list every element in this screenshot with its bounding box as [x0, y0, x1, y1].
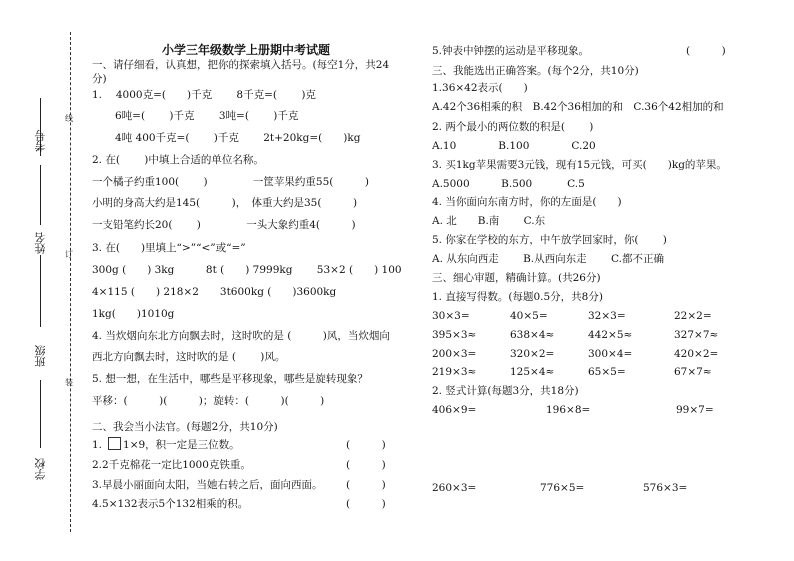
- q2-line-c: 一支铅笔约长20( ) 一头大象约重4( ): [92, 219, 356, 231]
- q1-line-b: 6吨=( )千克 3吨=( )千克: [115, 110, 299, 122]
- q2-line-b: 小明的身高大约是145( )， 体重大约是35( ): [92, 197, 358, 209]
- judge-3-paren: ( ): [346, 479, 386, 491]
- section4-heading: 三、细心审题，精确计算。(共26分): [432, 272, 601, 284]
- q1-line-c: 4吨 400千克=( )千克 2t+20kg=( )kg: [115, 132, 361, 144]
- choice-1: 1.36×42表示( ): [432, 82, 528, 94]
- judge-1: 1. 1×9，积一定是三位数。: [92, 439, 240, 451]
- direct-calc-item: 40×5=: [510, 310, 548, 322]
- direct-calc-item: 22×2=: [674, 310, 712, 322]
- judge-5-paren: ( ): [686, 45, 726, 57]
- choice-3: 3. 买1kg苹果需要3元钱，现有15元钱，可买( )kg的苹果。: [432, 159, 727, 171]
- vertical-calc-item: 260×3=: [432, 482, 477, 494]
- vertical-calc-item: 576×3=: [643, 482, 688, 494]
- choice-1-options: A.42个36相乘的积 B.42个36相加的和 C.36个42相加的和: [432, 101, 724, 113]
- judge-2-paren: ( ): [346, 459, 386, 471]
- direct-calc-item: 67×7≈: [674, 366, 712, 378]
- judge-4: 4.5×132表示5个132相乘的积。: [92, 498, 249, 510]
- sideline-xingming: [40, 165, 41, 225]
- choice-2-options: A.10 B.100 C.20: [432, 140, 596, 152]
- direct-calc-item: 30×3=: [432, 310, 470, 322]
- direct-calc-item: 395×3≈: [432, 329, 477, 341]
- page-title: 小学三年级数学上册期中考试题: [162, 43, 331, 57]
- choice-4: 4. 当你面向东南方时，你的左面是( ): [432, 196, 622, 208]
- direct-calc-item: 200×3=: [432, 348, 477, 360]
- sideline-xuexiao: [40, 380, 41, 448]
- direct-calc-item: 300×4=: [588, 348, 633, 360]
- q4-line-b: 西北方向飘去时，这时吹的是 ( )风。: [92, 351, 286, 363]
- choice-3-options: A.5000 B.500 C.5: [432, 178, 585, 190]
- q4-line-a: 4. 当炊烟向东北方向飘去时，这时吹的是 ( )风，当炊烟向: [92, 330, 390, 342]
- label-kaohao: 考号: [34, 130, 47, 152]
- q3-line-b: 4×115 ( ) 218×2 3t600kg ( )3600kg: [92, 286, 337, 298]
- section1-heading: 一、请仔细看，认真想，把你的探索填入括号。(每空1分，共24: [92, 59, 390, 71]
- binding-mark-xian: 线: [65, 114, 73, 123]
- direct-calc-item: 442×5≈: [588, 329, 633, 341]
- label-xuexiao: 学校: [34, 458, 47, 480]
- q3-prompt: 3. 在( )里填上“>”“<”或“=”: [92, 242, 246, 254]
- q2-line-a: 一个橘子约重100( ) 一筐苹果约重55( ): [92, 176, 369, 188]
- q1-line-a: 1. 4000克=( )千克 8千克=( )克: [92, 89, 316, 101]
- sideline-banji: [40, 255, 41, 327]
- q3-line-a: 300g ( ) 3kg 8t ( ) 7999kg 53×2 ( ) 100: [92, 264, 402, 276]
- vertical-calc-item: 406×9=: [432, 404, 477, 416]
- direct-calc-item: 125×4≈: [510, 366, 555, 378]
- binding-mark-zhuang: 装: [65, 378, 73, 387]
- direct-calc-item: 420×2=: [674, 348, 719, 360]
- choice-5-options: A. 从东向西走 B.从西向东走 C.都不正确: [432, 253, 664, 265]
- q2-prompt: 2. 在( )中填上合适的单位名称。: [92, 154, 264, 166]
- choice-5: 5. 你家在学校的东方，中午放学回家时，你( ): [432, 234, 667, 246]
- choice-4-options: A. 北 B.南 C.东: [432, 215, 546, 227]
- direct-calc-heading: 1. 直接写得数。(每题0.5分，共8分): [432, 291, 603, 303]
- q5-answer: 平移：( )( )；旋转：( )( ): [92, 395, 325, 407]
- direct-calc-item: 327×7≈: [674, 329, 719, 341]
- section2-heading: 二、我会当小法官。(每题2分，共10分): [92, 421, 278, 433]
- label-banji: 班级: [34, 345, 47, 367]
- vertical-calc-heading: 2. 竖式计算(每题3分，共18分): [432, 385, 579, 397]
- binding-mark-ding: 订: [65, 250, 73, 259]
- direct-calc-item: 65×5=: [588, 366, 626, 378]
- direct-calc-item: 219×3≈: [432, 366, 477, 378]
- section1-heading-cont: 分): [92, 73, 107, 85]
- binding-line: [70, 32, 71, 532]
- direct-calc-item: 638×4≈: [510, 329, 555, 341]
- direct-calc-item: 32×3=: [588, 310, 626, 322]
- section3-heading: 三、我能选出正确答案。(每个2分，共10分): [432, 65, 639, 77]
- judge-4-paren: ( ): [346, 498, 386, 510]
- vertical-calc-item: 99×7=: [676, 404, 714, 416]
- label-xingming: 姓名: [34, 232, 47, 254]
- choice-2: 2. 两个最小的两位数的积是( ): [432, 121, 594, 133]
- q3-line-c: 1kg( )1010g: [92, 308, 175, 320]
- vertical-calc-item: 196×8=: [546, 404, 591, 416]
- judge-2: 2.2千克棉花一定比1000克铁重。: [92, 459, 251, 471]
- direct-calc-item: 320×2=: [510, 348, 555, 360]
- judge-3: 3.早晨小丽面向太阳，当她右转之后，面向西面。: [92, 479, 323, 491]
- vertical-calc-item: 776×5=: [540, 482, 585, 494]
- judge-1-paren: ( ): [346, 439, 386, 451]
- q5-prompt: 5. 想一想，在生活中，哪些是平移现象，哪些是旋转现象？: [92, 373, 368, 385]
- judge-5: 5.钟表中钟摆的运动是平移现象。: [432, 45, 590, 57]
